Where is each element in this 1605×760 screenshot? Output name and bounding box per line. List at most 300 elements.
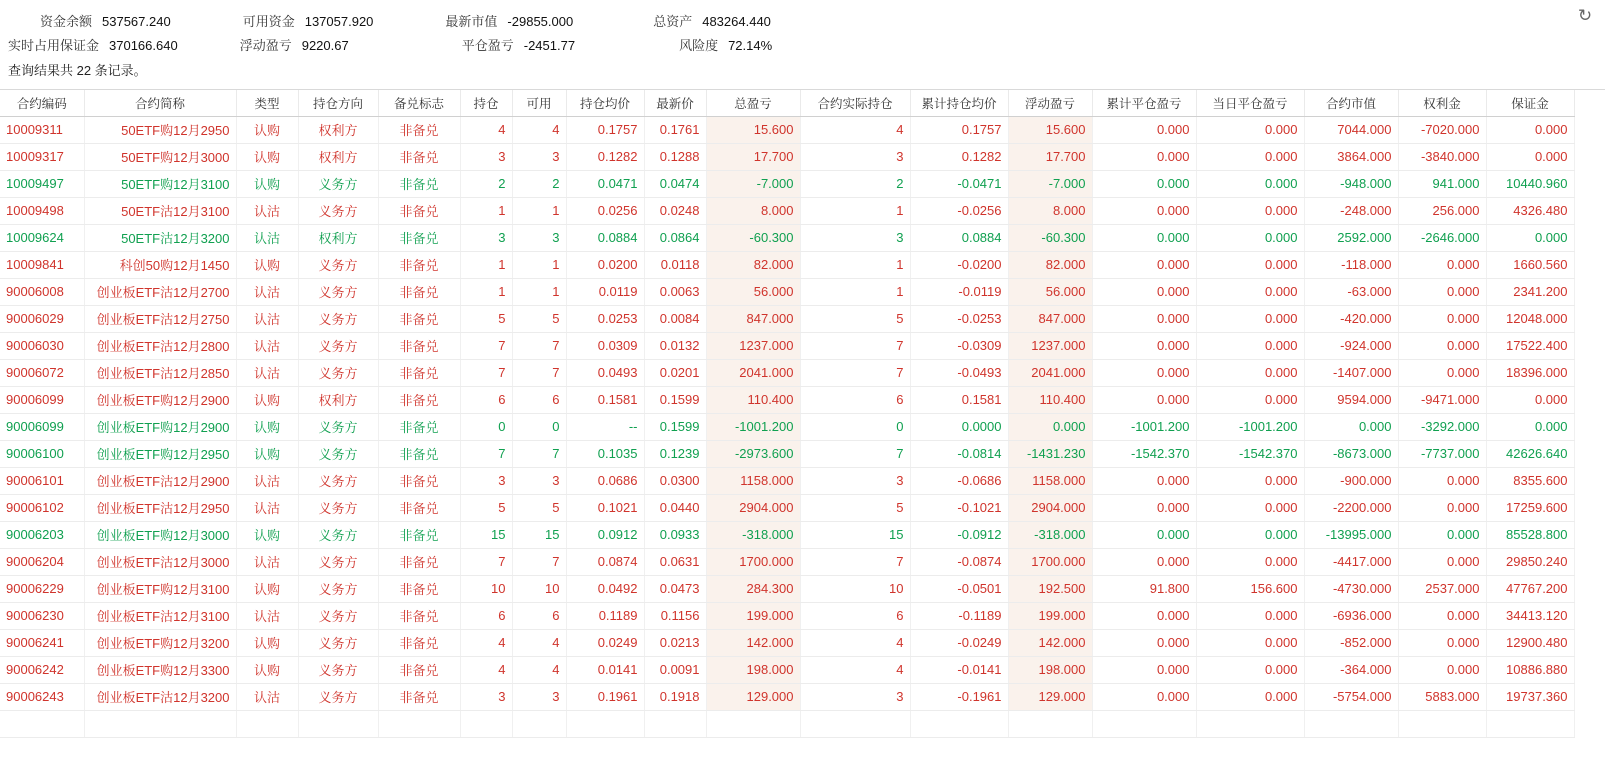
table-cell: 0.0493 xyxy=(566,359,644,386)
table-cell: -7737.000 xyxy=(1398,440,1486,467)
table-cell: 0.000 xyxy=(1398,278,1486,305)
table-cell: 6 xyxy=(800,602,910,629)
table-row[interactable] xyxy=(0,467,1574,494)
table-cell: 义务方 xyxy=(298,359,378,386)
table-cell: 5 xyxy=(800,494,910,521)
column-header[interactable]: 浮动盈亏 xyxy=(1008,90,1092,116)
table-cell: 0.000 xyxy=(1196,467,1304,494)
table-cell: 创业板ETF购12月3100 xyxy=(84,575,236,602)
table-cell: 7 xyxy=(512,332,566,359)
table-cell: 7044.000 xyxy=(1304,116,1398,143)
table-cell: 29850.240 xyxy=(1486,548,1574,575)
table-cell: 0.0473 xyxy=(644,575,706,602)
table-cell: 0.000 xyxy=(1008,413,1092,440)
table-cell: 创业板ETF沽12月3200 xyxy=(84,683,236,710)
table-cell: 非备兑 xyxy=(378,521,460,548)
table-cell: 0.0249 xyxy=(566,629,644,656)
table-cell: 15 xyxy=(512,521,566,548)
table-cell: 0.000 xyxy=(1486,413,1574,440)
table-cell: 非备兑 xyxy=(378,116,460,143)
table-cell: 0.000 xyxy=(1196,683,1304,710)
table-cell: 0.1599 xyxy=(644,413,706,440)
table-cell: 50ETF沽12月3200 xyxy=(84,224,236,251)
table-cell: 47767.200 xyxy=(1486,575,1574,602)
table-cell: 1 xyxy=(460,251,512,278)
summary-row-2 xyxy=(0,32,1605,56)
table-cell: 认购 xyxy=(236,386,298,413)
table-cell: 0.000 xyxy=(1196,656,1304,683)
table-cell: 1 xyxy=(460,197,512,224)
table-cell: 非备兑 xyxy=(378,170,460,197)
table-cell: 0.0118 xyxy=(644,251,706,278)
table-row[interactable] xyxy=(0,224,1574,251)
table-cell: 2904.000 xyxy=(706,494,800,521)
table-cell: 认购 xyxy=(236,143,298,170)
table-cell: 90006242 xyxy=(0,656,84,683)
table-row[interactable] xyxy=(0,656,1574,683)
table-cell: 非备兑 xyxy=(378,278,460,305)
table-cell: -0.0493 xyxy=(910,359,1008,386)
column-header[interactable]: 累计平仓盈亏 xyxy=(1092,90,1196,116)
table-cell: 7 xyxy=(460,332,512,359)
table-cell: 0.1761 xyxy=(644,116,706,143)
column-header[interactable]: 总盈亏 xyxy=(706,90,800,116)
table-cell: 82.000 xyxy=(1008,251,1092,278)
column-header[interactable]: 保证金 xyxy=(1486,90,1574,116)
table-cell: 0.0248 xyxy=(644,197,706,224)
table-cell: 2 xyxy=(800,170,910,197)
table-cell: 3 xyxy=(800,467,910,494)
table-cell: 4 xyxy=(512,629,566,656)
column-header[interactable]: 持仓 xyxy=(460,90,512,116)
table-cell: 7 xyxy=(800,359,910,386)
table-cell: 110.400 xyxy=(1008,386,1092,413)
table-cell: -2646.000 xyxy=(1398,224,1486,251)
table-cell: 3 xyxy=(460,683,512,710)
table-cell: 50ETF购12月3000 xyxy=(84,143,236,170)
table-row[interactable] xyxy=(0,629,1574,656)
column-header[interactable]: 合约市值 xyxy=(1304,90,1398,116)
table-cell: 0.000 xyxy=(1092,656,1196,683)
summary-value: -29855.000 xyxy=(507,13,574,29)
table-row[interactable] xyxy=(0,359,1574,386)
table-row[interactable] xyxy=(0,602,1574,629)
table-cell: 权利方 xyxy=(298,116,378,143)
table-cell: -0.1961 xyxy=(910,683,1008,710)
table-cell: 非备兑 xyxy=(378,386,460,413)
table-cell: 284.300 xyxy=(706,575,800,602)
table-cell: -0.0501 xyxy=(910,575,1008,602)
table-cell: 非备兑 xyxy=(378,359,460,386)
table-cell: 0.000 xyxy=(1398,629,1486,656)
summary-label: 资金余额 xyxy=(40,13,93,29)
table-cell: 0.000 xyxy=(1486,116,1574,143)
table-cell: 50ETF购12月2950 xyxy=(84,116,236,143)
table-row[interactable] xyxy=(0,170,1574,197)
table-cell: 0.000 xyxy=(1398,467,1486,494)
column-header[interactable]: 合约实际持仓 xyxy=(800,90,910,116)
summary-cell-market-value xyxy=(445,11,573,30)
table-cell: 0.000 xyxy=(1398,359,1486,386)
column-header[interactable]: 累计持仓均价 xyxy=(910,90,1008,116)
table-cell xyxy=(512,710,566,737)
table-cell: 创业板ETF沽12月2950 xyxy=(84,494,236,521)
table-cell: 创业板ETF购12月2900 xyxy=(84,386,236,413)
table-cell: 0.0000 xyxy=(910,413,1008,440)
table-cell: 创业板ETF沽12月2800 xyxy=(84,332,236,359)
table-cell: 0.000 xyxy=(1398,548,1486,575)
table-cell xyxy=(1304,710,1398,737)
summary-label: 实时占用保证金 xyxy=(8,37,100,53)
table-cell: 3 xyxy=(800,143,910,170)
table-cell: 1660.560 xyxy=(1486,251,1574,278)
positions-table xyxy=(0,90,1575,738)
table-cell: 非备兑 xyxy=(378,413,460,440)
table-cell: 非备兑 xyxy=(378,629,460,656)
table-cell: -0.0686 xyxy=(910,467,1008,494)
table-cell: -3840.000 xyxy=(1398,143,1486,170)
table-cell xyxy=(1008,710,1092,737)
table-cell: -1001.200 xyxy=(706,413,800,440)
table-cell: 90006030 xyxy=(0,332,84,359)
table-cell: 0.000 xyxy=(1196,521,1304,548)
table-cell: 7 xyxy=(800,440,910,467)
table-cell: 2592.000 xyxy=(1304,224,1398,251)
table-cell: 50ETF沽12月3100 xyxy=(84,197,236,224)
table-cell: 10886.880 xyxy=(1486,656,1574,683)
table-cell: 认购 xyxy=(236,413,298,440)
table-cell: -0.0119 xyxy=(910,278,1008,305)
table-cell: -364.000 xyxy=(1304,656,1398,683)
table-cell: -7020.000 xyxy=(1398,116,1486,143)
table-cell: 10 xyxy=(800,575,910,602)
table-cell: 6 xyxy=(460,602,512,629)
table-cell xyxy=(1092,710,1196,737)
table-cell: 7 xyxy=(800,332,910,359)
table-row[interactable] xyxy=(0,683,1574,710)
table-cell: 15.600 xyxy=(706,116,800,143)
table-cell: 0.0471 xyxy=(566,170,644,197)
table-cell: -1431.230 xyxy=(1008,440,1092,467)
column-header[interactable]: 合约编码 xyxy=(0,90,84,116)
table-cell: 创业板ETF购12月3200 xyxy=(84,629,236,656)
table-cell: -3292.000 xyxy=(1398,413,1486,440)
column-header[interactable]: 权利金 xyxy=(1398,90,1486,116)
table-cell: 3 xyxy=(800,683,910,710)
table-cell: 义务方 xyxy=(298,602,378,629)
table-cell: 认沽 xyxy=(236,278,298,305)
table-cell: 0.1918 xyxy=(644,683,706,710)
table-cell: 7 xyxy=(800,548,910,575)
table-cell: 7 xyxy=(512,359,566,386)
table-cell: 2041.000 xyxy=(706,359,800,386)
table-cell: 1158.000 xyxy=(1008,467,1092,494)
account-summary xyxy=(0,0,1605,89)
table-cell xyxy=(706,710,800,737)
table-cell: 10440.960 xyxy=(1486,170,1574,197)
table-cell: 0.1288 xyxy=(644,143,706,170)
table-cell: -924.000 xyxy=(1304,332,1398,359)
table-cell xyxy=(1196,710,1304,737)
table-cell: 义务方 xyxy=(298,251,378,278)
table-cell: 非备兑 xyxy=(378,494,460,521)
table-cell: 0.000 xyxy=(1092,602,1196,629)
table-cell: 义务方 xyxy=(298,332,378,359)
table-cell: 义务方 xyxy=(298,440,378,467)
table-cell: -13995.000 xyxy=(1304,521,1398,548)
table-cell: 142.000 xyxy=(706,629,800,656)
table-cell: 0.0631 xyxy=(644,548,706,575)
table-cell: 0.0492 xyxy=(566,575,644,602)
table-row[interactable] xyxy=(0,332,1574,359)
table-row[interactable] xyxy=(0,548,1574,575)
table-cell: 90006008 xyxy=(0,278,84,305)
table-cell: 认购 xyxy=(236,251,298,278)
table-cell: 0.1757 xyxy=(910,116,1008,143)
table-cell: 0.000 xyxy=(1398,494,1486,521)
table-cell: 12048.000 xyxy=(1486,305,1574,332)
table-cell xyxy=(378,710,460,737)
table-cell: 0.1282 xyxy=(910,143,1008,170)
positions-table-wrapper[interactable] xyxy=(0,89,1605,738)
table-cell: 0.0091 xyxy=(644,656,706,683)
table-cell: 90006100 xyxy=(0,440,84,467)
table-row[interactable] xyxy=(0,197,1574,224)
table-row[interactable] xyxy=(0,521,1574,548)
table-cell: 认购 xyxy=(236,116,298,143)
table-cell: 0.000 xyxy=(1398,521,1486,548)
table-cell: 认沽 xyxy=(236,467,298,494)
table-cell: 85528.800 xyxy=(1486,521,1574,548)
table-cell: 5 xyxy=(800,305,910,332)
column-header[interactable]: 可用 xyxy=(512,90,566,116)
table-cell: 199.000 xyxy=(1008,602,1092,629)
table-cell: 非备兑 xyxy=(378,440,460,467)
refresh-icon[interactable]: ↻ xyxy=(1577,6,1593,25)
table-cell: 0.1282 xyxy=(566,143,644,170)
table-cell: 2537.000 xyxy=(1398,575,1486,602)
table-cell: 3864.000 xyxy=(1304,143,1398,170)
table-cell: 0.000 xyxy=(1196,224,1304,251)
table-cell: -0.1189 xyxy=(910,602,1008,629)
summary-cell-risk xyxy=(679,35,772,54)
table-cell: -0.0256 xyxy=(910,197,1008,224)
table-cell: 15 xyxy=(460,521,512,548)
table-cell: 0.000 xyxy=(1398,251,1486,278)
table-row[interactable] xyxy=(0,494,1574,521)
table-cell: 17.700 xyxy=(706,143,800,170)
table-cell: 0.000 xyxy=(1196,332,1304,359)
table-cell: -4417.000 xyxy=(1304,548,1398,575)
table-cell: 非备兑 xyxy=(378,602,460,629)
table-cell: 4 xyxy=(460,116,512,143)
table-cell: 0.1021 xyxy=(566,494,644,521)
table-cell: 0.1189 xyxy=(566,602,644,629)
table-cell xyxy=(644,710,706,737)
summary-value: 72.14% xyxy=(728,37,773,53)
table-row[interactable] xyxy=(0,143,1574,170)
table-cell: 义务方 xyxy=(298,575,378,602)
table-cell: 0.0141 xyxy=(566,656,644,683)
table-cell: 义务方 xyxy=(298,305,378,332)
table-cell: -0.0253 xyxy=(910,305,1008,332)
table-cell: 198.000 xyxy=(1008,656,1092,683)
table-cell: 认沽 xyxy=(236,683,298,710)
summary-cell-closed-pl xyxy=(462,35,575,54)
table-cell: 1700.000 xyxy=(706,548,800,575)
table-cell: 义务方 xyxy=(298,170,378,197)
table-cell: 0 xyxy=(800,413,910,440)
table-cell: 90006229 xyxy=(0,575,84,602)
table-cell: 4 xyxy=(460,629,512,656)
table-cell: -948.000 xyxy=(1304,170,1398,197)
summary-value: 483264.440 xyxy=(702,13,771,29)
table-cell: 7 xyxy=(460,548,512,575)
summary-value: 537567.240 xyxy=(102,13,171,29)
table-row[interactable] xyxy=(0,440,1574,467)
table-row[interactable] xyxy=(0,413,1574,440)
table-cell: 0.000 xyxy=(1196,251,1304,278)
table-cell: 非备兑 xyxy=(378,305,460,332)
table-cell: -318.000 xyxy=(1008,521,1092,548)
table-cell: -63.000 xyxy=(1304,278,1398,305)
table-cell: 17.700 xyxy=(1008,143,1092,170)
table-cell: 认购 xyxy=(236,170,298,197)
table-cell: 认购 xyxy=(236,656,298,683)
table-row[interactable] xyxy=(0,386,1574,413)
table-cell: 0.000 xyxy=(1092,143,1196,170)
table-cell: 非备兑 xyxy=(378,575,460,602)
table-row[interactable] xyxy=(0,116,1574,143)
table-cell: 创业板ETF购12月3000 xyxy=(84,521,236,548)
table-cell: 3 xyxy=(460,467,512,494)
summary-cell-balance xyxy=(40,11,171,30)
table-cell: 9594.000 xyxy=(1304,386,1398,413)
table-cell: 0.0063 xyxy=(644,278,706,305)
table-cell: 0.0253 xyxy=(566,305,644,332)
table-cell: 4 xyxy=(800,629,910,656)
table-cell: 0.000 xyxy=(1092,224,1196,251)
table-cell: 0.000 xyxy=(1486,143,1574,170)
table-cell: 0.1581 xyxy=(910,386,1008,413)
table-cell: -420.000 xyxy=(1304,305,1398,332)
table-row[interactable] xyxy=(0,305,1574,332)
table-cell: 0.000 xyxy=(1092,170,1196,197)
table-cell: 1237.000 xyxy=(706,332,800,359)
table-cell: -0.0471 xyxy=(910,170,1008,197)
table-cell: 1 xyxy=(800,251,910,278)
table-row[interactable] xyxy=(0,251,1574,278)
table-cell: -0.0141 xyxy=(910,656,1008,683)
table-cell: 认购 xyxy=(236,629,298,656)
table-cell: 创业板ETF购12月2900 xyxy=(84,413,236,440)
table-cell: 认购 xyxy=(236,521,298,548)
table-cell: 0.000 xyxy=(1486,386,1574,413)
table-cell: 0.1581 xyxy=(566,386,644,413)
table-cell: -- xyxy=(566,413,644,440)
table-cell: 1 xyxy=(800,278,910,305)
table-cell: 义务方 xyxy=(298,548,378,575)
table-cell: -0.0200 xyxy=(910,251,1008,278)
table-cell: 12900.480 xyxy=(1486,629,1574,656)
table-row-empty xyxy=(0,710,1574,737)
table-cell: 5 xyxy=(512,305,566,332)
table-cell: 0.0874 xyxy=(566,548,644,575)
table-cell: 129.000 xyxy=(706,683,800,710)
table-cell: 义务方 xyxy=(298,656,378,683)
table-cell: 10009624 xyxy=(0,224,84,251)
table-cell: 1 xyxy=(512,197,566,224)
table-cell xyxy=(910,710,1008,737)
summary-value: 137057.920 xyxy=(304,13,374,29)
table-cell: 义务方 xyxy=(298,413,378,440)
table-cell: -0.0912 xyxy=(910,521,1008,548)
table-cell: -2200.000 xyxy=(1304,494,1398,521)
table-cell: 0.000 xyxy=(1092,629,1196,656)
result-count-text: 查询结果共 22 条记录。 xyxy=(8,63,147,78)
table-cell: 90006099 xyxy=(0,413,84,440)
column-header[interactable]: 持仓均价 xyxy=(566,90,644,116)
table-cell: 科创50购12月1450 xyxy=(84,251,236,278)
table-cell: -0.0814 xyxy=(910,440,1008,467)
table-cell: -318.000 xyxy=(706,521,800,548)
column-header[interactable]: 合约简称 xyxy=(84,90,236,116)
table-cell: 非备兑 xyxy=(378,143,460,170)
table-cell: 7 xyxy=(460,440,512,467)
table-row[interactable] xyxy=(0,278,1574,305)
table-cell: 18396.000 xyxy=(1486,359,1574,386)
table-cell: 0.000 xyxy=(1092,386,1196,413)
table-cell: 非备兑 xyxy=(378,332,460,359)
table-cell: 4 xyxy=(460,656,512,683)
table-cell: 17522.400 xyxy=(1486,332,1574,359)
table-cell: 847.000 xyxy=(1008,305,1092,332)
table-cell: 17259.600 xyxy=(1486,494,1574,521)
table-cell: 0.1961 xyxy=(566,683,644,710)
table-cell: 2 xyxy=(460,170,512,197)
table-cell: 0.000 xyxy=(1196,143,1304,170)
summary-cell-total-assets xyxy=(653,11,771,30)
table-cell: -1542.370 xyxy=(1092,440,1196,467)
table-cell: 90006101 xyxy=(0,467,84,494)
summary-cell-used-margin xyxy=(8,35,178,54)
table-cell: 941.000 xyxy=(1398,170,1486,197)
column-header[interactable]: 当日平仓盈亏 xyxy=(1196,90,1304,116)
table-cell: -900.000 xyxy=(1304,467,1398,494)
table-cell: 1 xyxy=(460,278,512,305)
summary-value: 9220.67 xyxy=(301,37,349,53)
table-cell: 90006243 xyxy=(0,683,84,710)
column-header[interactable]: 持仓方向 xyxy=(298,90,378,116)
table-cell: 认沽 xyxy=(236,494,298,521)
table-cell: 认购 xyxy=(236,440,298,467)
summary-value: -2451.77 xyxy=(523,37,576,53)
table-cell: 10009498 xyxy=(0,197,84,224)
table-cell: 非备兑 xyxy=(378,197,460,224)
column-header[interactable]: 备兑标志 xyxy=(378,90,460,116)
table-cell: 0.1035 xyxy=(566,440,644,467)
summary-value: 370166.640 xyxy=(109,37,178,53)
table-cell: 创业板ETF沽12月2850 xyxy=(84,359,236,386)
column-header[interactable]: 最新价 xyxy=(644,90,706,116)
summary-label: 浮动盈亏 xyxy=(239,37,292,53)
table-cell: 0.0864 xyxy=(644,224,706,251)
table-cell: 3 xyxy=(512,143,566,170)
column-header[interactable]: 类型 xyxy=(236,90,298,116)
table-row[interactable] xyxy=(0,575,1574,602)
table-cell: 0.000 xyxy=(1398,332,1486,359)
table-cell: 10009497 xyxy=(0,170,84,197)
